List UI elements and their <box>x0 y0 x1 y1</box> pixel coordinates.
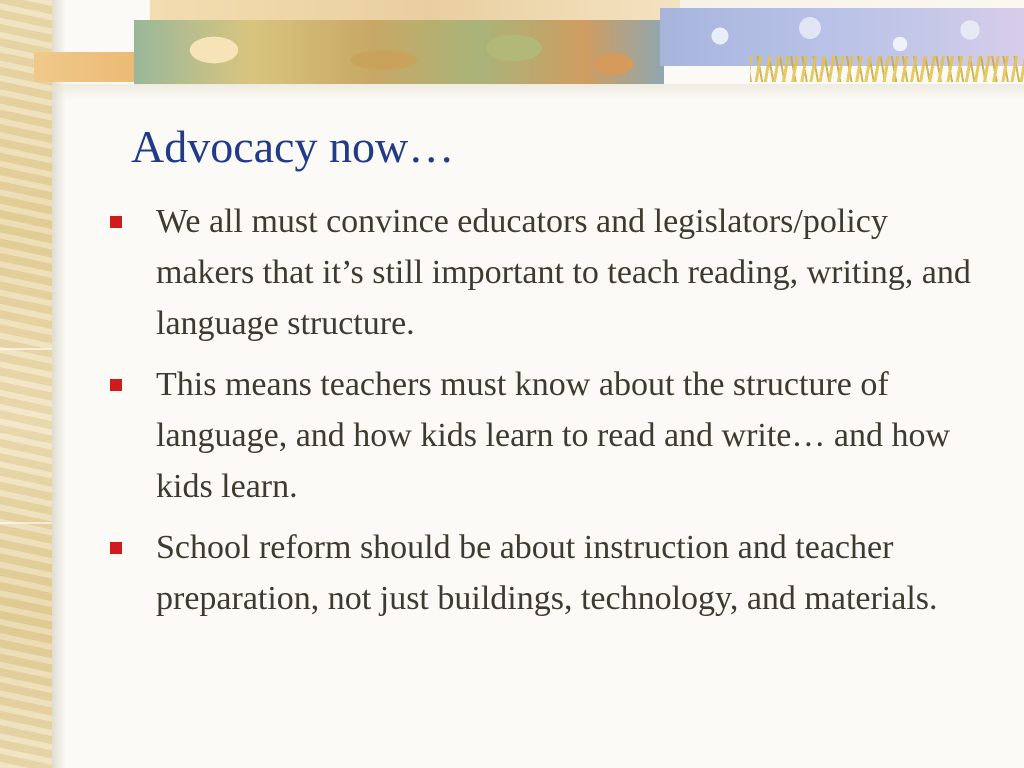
bullet-item <box>103 522 983 624</box>
bullet-list <box>103 196 983 634</box>
square-bullet-icon <box>110 216 122 228</box>
bullet-text: This means teachers must know about the structure of language, and how kids learn to read and write… and how kids learn. <box>156 366 951 505</box>
square-bullet-icon <box>110 542 122 554</box>
strip-seam <box>0 522 52 524</box>
banner-leaf-image <box>134 20 664 84</box>
bullet-text: School reform should be about instruction and teacher preparation, not just buildings, technology, and materials. <box>156 529 938 617</box>
header-banner-collage <box>30 0 1024 88</box>
bullet-item <box>103 196 983 349</box>
bullet-text: We all must convince educators and legislators/policy makers that it’s still important to teach reading, writing, and language structure. <box>156 203 971 342</box>
banner-shadow <box>52 84 1024 100</box>
bullet-item <box>103 359 983 512</box>
banner-top-strip <box>150 0 710 20</box>
left-strip-shadow <box>52 0 66 768</box>
slide-title: Advocacy now… <box>131 121 455 172</box>
banner-straw-image <box>750 56 1024 82</box>
left-parchment-strip <box>0 0 52 768</box>
strip-seam <box>0 348 52 350</box>
square-bullet-icon <box>110 379 122 391</box>
